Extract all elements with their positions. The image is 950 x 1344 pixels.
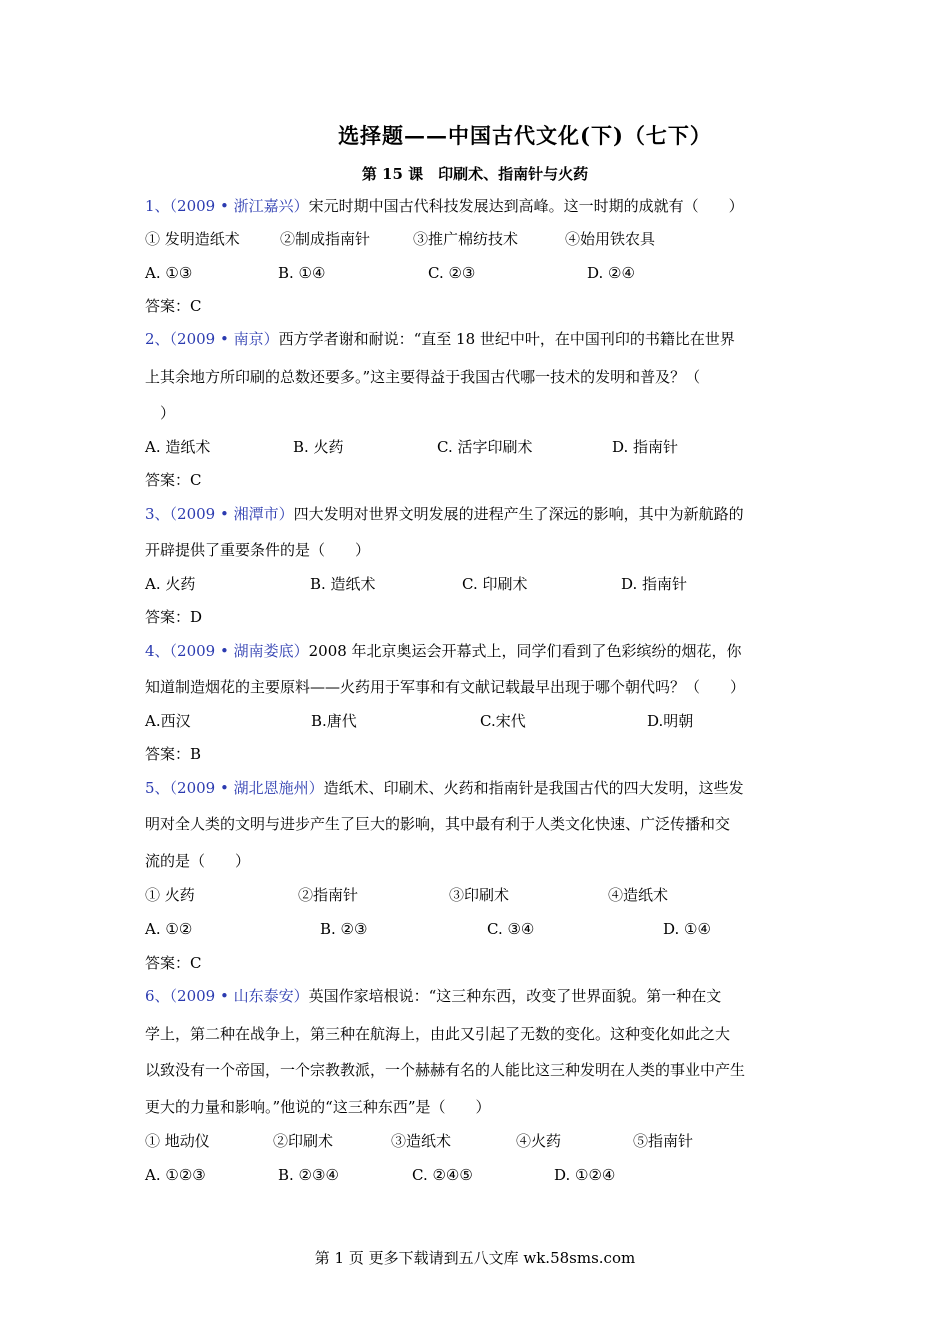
question-source: （2009 • 浙江嘉兴） <box>169 197 309 215</box>
question-text: 西方学者谢和耐说：“直至 18 世纪中叶，在中国刊印的书籍比在世界 <box>278 330 735 348</box>
question-source: （2009 • 湘潭市） <box>169 505 294 523</box>
page-title: 选择题——中国古代文化(下)（七下） <box>338 123 712 148</box>
answer: 答案：D <box>145 608 203 626</box>
option-c: C. ③④ <box>487 920 535 938</box>
answer: 答案：C <box>145 471 202 489</box>
option-c: C. ②③ <box>428 264 476 282</box>
choice-item: ④造纸术 <box>608 886 669 904</box>
choice-item: ① 发明造纸术 <box>145 230 240 248</box>
option-c: C. ②④⑤ <box>412 1166 473 1184</box>
question-number: 3、 <box>145 505 170 523</box>
option-a: A. ①③ <box>145 264 193 282</box>
question-text: 宋元时期中国古代科技发展达到高峰。这一时期的成就有（ ） <box>308 197 744 215</box>
question-source: （2009 • 南京） <box>169 330 279 348</box>
question-text: 英国作家培根说：“这三种东西，改变了世界面貌。第一种在文 <box>308 987 722 1005</box>
choice-item: ④火药 <box>516 1132 562 1150</box>
question-number: 1、 <box>145 197 170 215</box>
option-a: A.西汉 <box>145 712 191 730</box>
option-d: D.明朝 <box>647 712 694 730</box>
option-c: C. 活字印刷术 <box>437 438 533 456</box>
choice-item: ②制成指南针 <box>280 230 371 248</box>
option-a: A. 火药 <box>145 575 196 593</box>
choice-item: ① 火药 <box>145 886 195 904</box>
question-text: 更大的力量和影响。”他说的“这三种东西”是（ ） <box>145 1098 491 1116</box>
choice-item: ⑤指南针 <box>633 1132 694 1150</box>
question-text: 四大发明对世界文明发展的进程产生了深远的影响，其中为新航路的 <box>293 505 744 523</box>
lesson-subtitle: 第 15 课 印刷术、指南针与火药 <box>361 165 589 183</box>
question-number: 6、 <box>145 987 170 1005</box>
option-b: B. ②③ <box>320 920 368 938</box>
question-text: 明对全人类的文明与进步产生了巨大的影响，其中最有利于人类文化快速、广泛传播和交 <box>145 815 731 833</box>
option-d: D. ②④ <box>587 264 635 282</box>
question-5 <box>145 779 744 797</box>
question-2 <box>145 330 735 348</box>
question-text: 开辟提供了重要条件的是（ ） <box>145 541 371 559</box>
option-b: B. 造纸术 <box>310 575 376 593</box>
question-text: 知道制造烟花的主要原料——火药用于军事和有文献记载最早出现于哪个朝代吗？（ ） <box>145 678 746 696</box>
question-text: 流的是（ ） <box>145 852 251 870</box>
option-a: A. ①② <box>145 920 193 938</box>
question-1 <box>145 197 744 215</box>
question-text: 2008 年北京奥运会开幕式上，同学们看到了色彩缤纷的烟花，你 <box>308 642 742 660</box>
choice-item: ②印刷术 <box>273 1132 334 1150</box>
choice-item: ④始用铁农具 <box>565 230 656 248</box>
option-d: D. ①②④ <box>554 1166 616 1184</box>
choice-item: ②指南针 <box>298 886 359 904</box>
question-number: 5、 <box>145 779 170 797</box>
choice-item: ③印刷术 <box>449 886 510 904</box>
question-text: 以致没有一个帝国，一个宗教教派，一个赫赫有名的人能比这三种发明在人类的事业中产生 <box>145 1061 746 1079</box>
question-number: 4、 <box>145 642 170 660</box>
choice-item: ③推广棉纺技术 <box>413 230 519 248</box>
option-b: B. ①④ <box>278 264 326 282</box>
option-b: B. 火药 <box>293 438 344 456</box>
option-c: C. 印刷术 <box>462 575 528 593</box>
choice-item: ③造纸术 <box>391 1132 452 1150</box>
question-source: （2009 • 湖南娄底） <box>169 642 309 660</box>
page-footer: 第 1 页 更多下载请到五八文库 wk.58sms.com <box>314 1249 636 1267</box>
question-6 <box>145 987 721 1005</box>
question-text: ） <box>145 404 176 422</box>
option-a: A. 造纸术 <box>145 438 211 456</box>
answer: 答案：B <box>145 745 202 763</box>
question-4 <box>145 642 742 660</box>
question-text: 上其余地方所印刷的总数还要多。”这主要得益于我国古代哪一技术的发明和普及？（ <box>145 368 701 386</box>
option-b: B. ②③④ <box>278 1166 339 1184</box>
option-d: D. 指南针 <box>621 575 688 593</box>
answer: 答案：C <box>145 954 202 972</box>
question-text: 学上，第二种在战争上，第三种在航海上，由此又引起了无数的变化。这种变化如此之大 <box>145 1025 731 1043</box>
question-3 <box>145 505 744 523</box>
answer: 答案：C <box>145 297 202 315</box>
question-text: 造纸术、印刷术、火药和指南针是我国古代的四大发明，这些发 <box>323 779 744 797</box>
option-a: A. ①②③ <box>145 1166 206 1184</box>
option-d: D. 指南针 <box>612 438 679 456</box>
question-source: （2009 • 山东泰安） <box>169 987 309 1005</box>
question-source: （2009 • 湖北恩施州） <box>169 779 324 797</box>
option-c: C.宋代 <box>480 712 526 730</box>
choice-item: ① 地动仪 <box>145 1132 210 1150</box>
option-d: D. ①④ <box>663 920 711 938</box>
option-b: B.唐代 <box>311 712 357 730</box>
question-number: 2、 <box>145 330 170 348</box>
